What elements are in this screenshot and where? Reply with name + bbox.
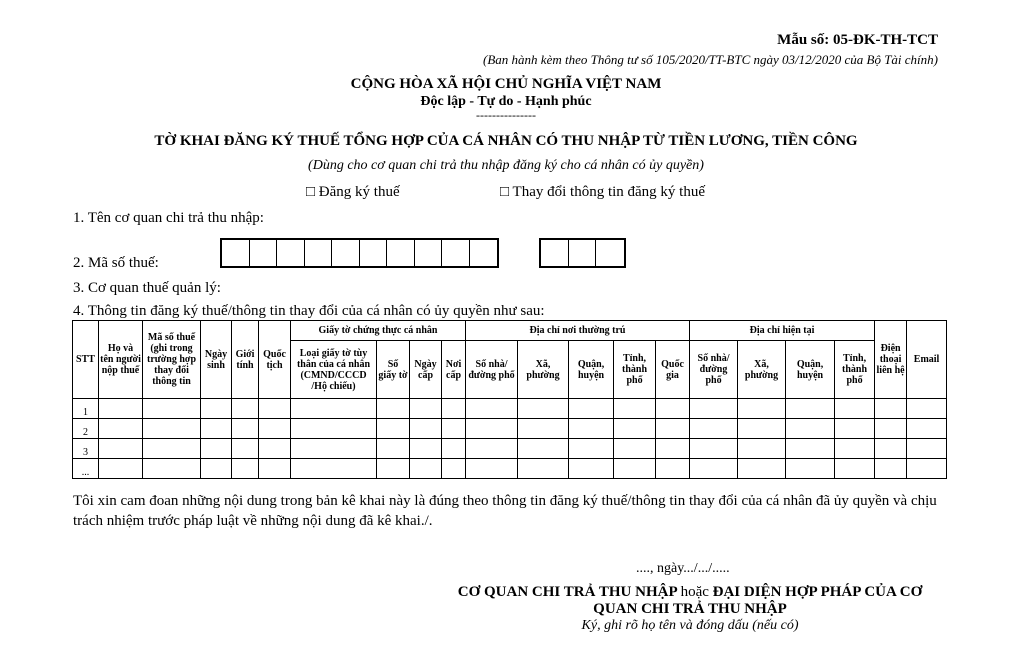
branch-digit[interactable] [541, 240, 569, 266]
table-cell[interactable] [442, 399, 466, 419]
date-line: ...., ngày.../.../..... [636, 561, 730, 576]
tax-code-digit[interactable] [250, 240, 278, 266]
form-title: TỜ KHAI ĐĂNG KÝ THUẾ TỔNG HỢP CỦA CÁ NHÂN CÓ THU NHẬP TỪ TIỀN LƯƠNG, TIỀN CÔNG [154, 133, 858, 149]
table-cell[interactable] [201, 459, 232, 479]
col-stt: STT [73, 321, 99, 399]
nation-name: CỘNG HÒA XÃ HỘI CHỦ NGHĨA VIỆT NAM [350, 76, 662, 92]
col-id-date: Ngày cấp [410, 341, 442, 399]
col-tax-code: Mã số thuế (ghi trong trường hợp thay đổi thông tin [143, 321, 201, 399]
table-cell[interactable] [466, 439, 518, 459]
table-cell[interactable] [614, 419, 656, 439]
table-cell[interactable] [143, 439, 201, 459]
signatory-title [440, 584, 940, 618]
col-phone: Điện thoại liên hệ [875, 321, 907, 399]
table-cell[interactable] [410, 459, 442, 479]
tax-code-label: 2. Mã số thuế: [73, 255, 159, 271]
table-cell[interactable] [377, 459, 410, 479]
table-cell[interactable] [377, 439, 410, 459]
col-curr-province: Tỉnh, thành phố [835, 341, 875, 399]
table-cell[interactable] [291, 399, 377, 419]
registration-table [72, 320, 947, 479]
table-row [73, 399, 947, 419]
tax-code-digit[interactable] [470, 240, 498, 266]
table-cell[interactable] [99, 399, 143, 419]
table-cell[interactable] [656, 399, 690, 419]
col-dob: Ngày sinh [201, 321, 232, 399]
table-cell[interactable] [907, 459, 947, 479]
payer-name-label: 1. Tên cơ quan chi trả thu nhập: [73, 210, 264, 226]
row-number: ... [73, 459, 99, 479]
tax-code-boxes[interactable] [220, 238, 499, 268]
signatory-part2: ĐẠI DIỆN HỢP PHÁP CỦA CƠ QUAN CHI TRẢ THU NHẬP [593, 584, 923, 617]
table-cell[interactable] [656, 459, 690, 479]
col-id-number: Số giấy tờ [377, 341, 410, 399]
table-cell[interactable] [875, 399, 907, 419]
form-code: Mẫu số: 05-ĐK-TH-TCT [777, 32, 938, 48]
table-cell[interactable] [466, 399, 518, 419]
table-cell[interactable] [143, 459, 201, 479]
table-cell[interactable] [656, 419, 690, 439]
change-info-checkbox[interactable]: □ Thay đổi thông tin đăng ký thuế [500, 184, 706, 200]
table-cell[interactable] [786, 439, 835, 459]
table-cell[interactable] [259, 459, 291, 479]
table-cell[interactable] [835, 439, 875, 459]
table-cell[interactable] [143, 419, 201, 439]
table-cell[interactable] [410, 439, 442, 459]
col-perm-house: Số nhà/đường phố [466, 341, 518, 399]
header-separator: --------------- [476, 108, 536, 122]
table-cell[interactable] [907, 399, 947, 419]
table-cell[interactable] [99, 439, 143, 459]
table-cell[interactable] [835, 459, 875, 479]
table-cell[interactable] [690, 399, 738, 419]
signatory-or: hoặc [680, 584, 709, 600]
table-cell[interactable] [569, 419, 614, 439]
tax-code-digit[interactable] [222, 240, 250, 266]
table-cell[interactable] [690, 459, 738, 479]
tax-code-digit[interactable] [387, 240, 415, 266]
table-cell[interactable] [232, 399, 259, 419]
table-cell[interactable] [466, 459, 518, 479]
col-perm-province: Tỉnh, thành phố [614, 341, 656, 399]
col-curr-district: Quận, huyện [786, 341, 835, 399]
table-cell[interactable] [232, 439, 259, 459]
table-cell[interactable] [232, 459, 259, 479]
table-cell[interactable] [875, 439, 907, 459]
table-cell[interactable] [835, 419, 875, 439]
row-number: 1 [73, 399, 99, 419]
table-cell[interactable] [875, 459, 907, 479]
col-gender: Giới tính [232, 321, 259, 399]
table-row [73, 439, 947, 459]
table-cell[interactable] [738, 459, 786, 479]
col-email: Email [907, 321, 947, 399]
tax-code-digit[interactable] [277, 240, 305, 266]
table-cell[interactable] [569, 439, 614, 459]
col-id-type: Loại giấy tờ tùy thân của cá nhân (CMND/CCCD /Hộ chiếu) [291, 341, 377, 399]
table-cell[interactable] [291, 459, 377, 479]
table-cell[interactable] [518, 439, 569, 459]
table-cell[interactable] [201, 399, 232, 419]
col-taxpayer-name: Họ và tên người nộp thuế [99, 321, 143, 399]
table-cell[interactable] [259, 399, 291, 419]
signature-note: Ký, ghi rõ họ tên và đóng dấu (nếu có) [581, 618, 799, 633]
tax-office-label: 3. Cơ quan thuế quản lý: [73, 280, 221, 296]
table-cell[interactable] [569, 399, 614, 419]
table-cell[interactable] [410, 419, 442, 439]
table-row [73, 419, 947, 439]
col-id-place: Nơi cấp [442, 341, 466, 399]
table-cell[interactable] [143, 399, 201, 419]
table-cell[interactable] [410, 399, 442, 419]
table-cell[interactable] [835, 399, 875, 419]
tax-code-digit[interactable] [305, 240, 333, 266]
tax-code-digit[interactable] [415, 240, 443, 266]
col-curr-ward: Xã, phường [738, 341, 786, 399]
tax-code-branch-boxes[interactable] [539, 238, 626, 268]
group-id-documents: Giấy tờ chứng thực cá nhân [291, 321, 466, 341]
table-cell[interactable] [656, 439, 690, 459]
table-cell[interactable] [614, 439, 656, 459]
table-cell[interactable] [466, 419, 518, 439]
table-cell[interactable] [259, 419, 291, 439]
table-cell[interactable] [99, 459, 143, 479]
table-cell[interactable] [201, 439, 232, 459]
group-current-address: Địa chỉ hiện tại [690, 321, 875, 341]
national-motto: Độc lập - Tự do - Hạnh phúc [420, 94, 592, 109]
col-nationality: Quốc tịch [259, 321, 291, 399]
table-cell[interactable] [518, 419, 569, 439]
table-cell[interactable] [690, 419, 738, 439]
signatory-part1: CƠ QUAN CHI TRẢ THU NHẬP [457, 584, 677, 600]
table-cell[interactable] [614, 399, 656, 419]
col-curr-house: Số nhà/ đường phố [690, 341, 738, 399]
table-cell[interactable] [232, 419, 259, 439]
table-row [73, 459, 947, 479]
table-cell[interactable] [442, 459, 466, 479]
issuance-note: (Ban hành kèm theo Thông tư số 105/2020/TT-BTC ngày 03/12/2020 của Bộ Tài chính) [483, 52, 938, 67]
table-cell[interactable] [738, 399, 786, 419]
table-cell[interactable] [442, 439, 466, 459]
register-checkbox[interactable]: □ Đăng ký thuế [306, 184, 400, 200]
table-cell[interactable] [907, 439, 947, 459]
table-cell[interactable] [518, 399, 569, 419]
table-cell[interactable] [291, 419, 377, 439]
table-cell[interactable] [99, 419, 143, 439]
col-perm-ward: Xã, phường [518, 341, 569, 399]
table-cell[interactable] [442, 419, 466, 439]
table-cell[interactable] [907, 419, 947, 439]
table-cell[interactable] [738, 419, 786, 439]
table-cell[interactable] [786, 399, 835, 419]
tax-code-digit[interactable] [442, 240, 470, 266]
table-cell[interactable] [738, 439, 786, 459]
table-cell[interactable] [786, 419, 835, 439]
table-cell[interactable] [201, 419, 232, 439]
table-cell[interactable] [786, 459, 835, 479]
col-perm-country: Quốc gia [656, 341, 690, 399]
form-subtitle: (Dùng cho cơ quan chi trả thu nhập đăng ký cho cá nhân có ủy quyền) [308, 158, 704, 173]
branch-digit[interactable] [596, 240, 624, 266]
table-cell[interactable] [291, 439, 377, 459]
row-number: 2 [73, 419, 99, 439]
table-cell[interactable] [377, 419, 410, 439]
table-cell[interactable] [569, 459, 614, 479]
info-section-label: 4. Thông tin đăng ký thuế/thông tin thay đổi của cá nhân có ủy quyền như sau: [73, 303, 545, 319]
table-cell[interactable] [690, 439, 738, 459]
branch-digit[interactable] [569, 240, 597, 266]
tax-code-digit[interactable] [360, 240, 388, 266]
col-perm-district: Quận, huyện [569, 341, 614, 399]
declaration-text: Tôi xin cam đoan những nội dung trong bản kê khai này là đúng theo thông tin đăng ký thuế/thông tin thay đổi của cá nhân đã ủy quyền và chịu trách nhiệm trước pháp luật về những nội dung đã kê khai./. [73, 493, 937, 529]
tax-code-digit[interactable] [332, 240, 360, 266]
table-cell[interactable] [518, 459, 569, 479]
row-number: 3 [73, 439, 99, 459]
group-permanent-address: Địa chỉ nơi thường trú [466, 321, 690, 341]
table-cell[interactable] [259, 439, 291, 459]
table-cell[interactable] [377, 399, 410, 419]
table-cell[interactable] [614, 459, 656, 479]
table-cell[interactable] [875, 419, 907, 439]
